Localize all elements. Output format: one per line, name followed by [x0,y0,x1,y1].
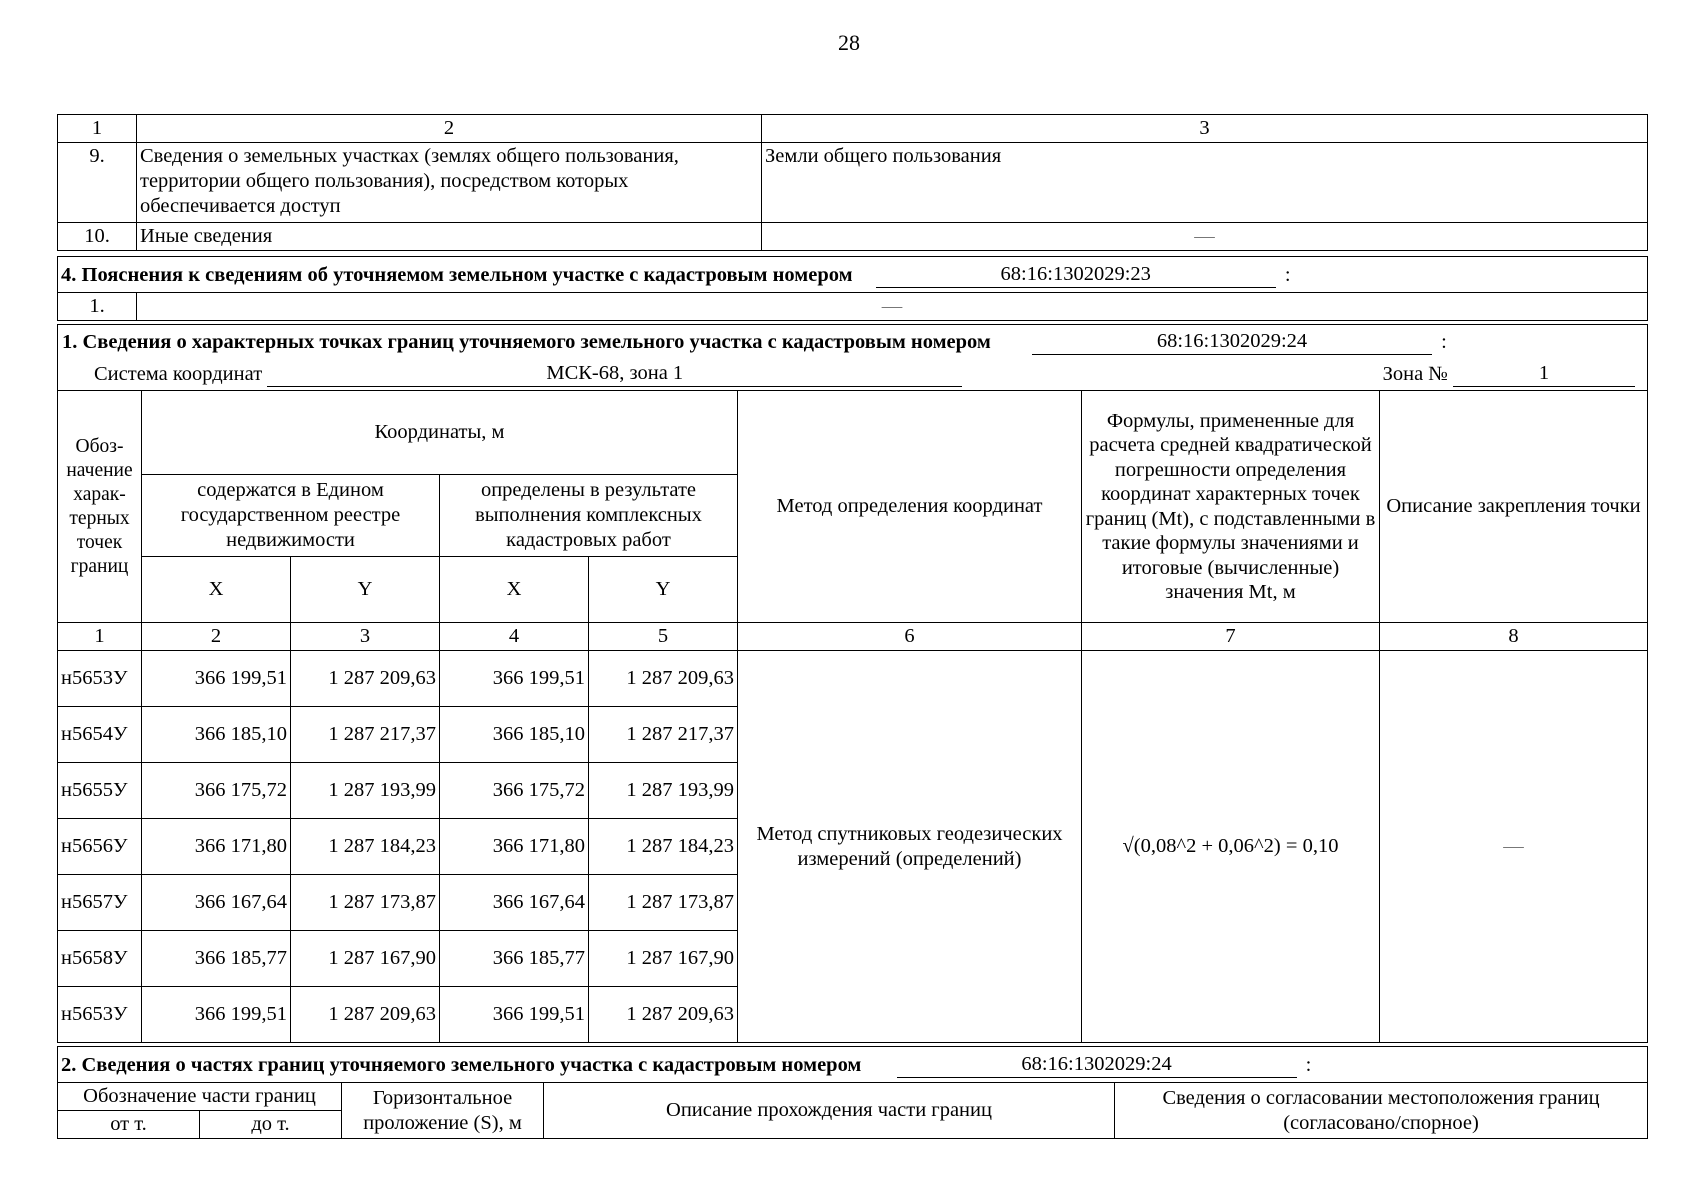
row-9-value: Земли общего пользования [762,143,1648,223]
section1-suffix: : [1441,331,1447,353]
determined-header: определены в результате выполнения комплексных кадастровых работ [440,475,738,557]
col-number-4: 4 [440,623,589,651]
point-y2: 1 287 209,63 [589,651,738,707]
method-header: Метод определения координат [738,391,1082,623]
point-y2: 1 287 193,99 [589,763,738,819]
point-x1: 366 185,77 [142,931,291,987]
point-x1: 366 199,51 [142,987,291,1043]
point-x2: 366 185,10 [440,707,589,763]
formulas-header: Формулы, примененные для расчета средней квадратической погрешности определения координат характерных точек границ (Mt), с подставленными в такие формулы значениями и итоговые (вычисленные) значения Mt, м [1082,391,1380,623]
coord-system-label: Система координат [94,363,263,385]
point-y2: 1 287 167,90 [589,931,738,987]
section2-suffix: : [1305,1053,1312,1076]
col-number-8: 8 [1380,623,1648,651]
section2-title: 2. Сведения о частях границ уточняемого земельного участка с кадастровым номером [61,1053,862,1076]
section2-title-cell [58,1047,1648,1083]
point-x2: 366 199,51 [440,651,589,707]
point-name: н5656У [58,819,142,875]
x2-header: X [440,557,589,623]
point-y2: 1 287 217,37 [589,707,738,763]
point-name: н5653У [58,987,142,1043]
point-name: н5658У [58,931,142,987]
col-number-3: 3 [291,623,440,651]
table-row [58,651,1648,707]
point-name: н5657У [58,875,142,931]
point-x2: 366 167,64 [440,875,589,931]
section4-table [57,256,1648,321]
point-y2: 1 287 209,63 [589,987,738,1043]
point-name: н5654У [58,707,142,763]
point-y1: 1 287 184,23 [291,819,440,875]
horizontal-header: Горизонтальное проложение (S), м [342,1083,544,1139]
x1-header: X [142,557,291,623]
section1-table [57,324,1648,1043]
point-y1: 1 287 209,63 [291,651,440,707]
document-form [57,114,1647,1139]
section1-header-cell [58,325,1648,391]
zone-label: Зона № [1382,363,1448,385]
to-header: до т. [200,1111,342,1139]
point-x2: 366 185,77 [440,931,589,987]
col-header-3: 3 [762,115,1648,143]
point-y1: 1 287 167,90 [291,931,440,987]
col-header-1: 1 [58,115,137,143]
section4-title-cell [58,257,1648,293]
section4-title: 4. Пояснения к сведениям об уточняемом земельном участке с кадастровым номером [61,263,853,286]
from-header: от т. [58,1111,200,1139]
zone-value: 1 [1453,361,1635,387]
description-header: Описание закрепления точки [1380,391,1648,623]
section1-cadastral: 68:16:1302029:24 [1032,329,1432,355]
point-x1: 366 175,72 [142,763,291,819]
row-10-number: 10. [58,223,137,251]
section1-title: 1. Сведения о характерных точках границ уточняемого земельного участка с кадастровым номером [62,331,991,353]
egrn-header: содержатся в Едином государственном реестре недвижимости [142,475,440,557]
coords-header: Координаты, м [142,391,738,475]
coord-system-value: МСК-68, зона 1 [267,361,962,387]
point-y1: 1 287 193,99 [291,763,440,819]
row-9-number: 9. [58,143,137,223]
point-x2: 366 171,80 [440,819,589,875]
part-label-header: Обозначение части границ [58,1083,342,1111]
point-name: н5653У [58,651,142,707]
agreement-header: Сведения о согласовании местоположения границ (согласовано/спорное) [1115,1083,1648,1139]
point-x1: 366 185,10 [142,707,291,763]
point-y1: 1 287 209,63 [291,987,440,1043]
point-y1: 1 287 217,37 [291,707,440,763]
col-number-6: 6 [738,623,1082,651]
section2-table [57,1046,1648,1139]
point-name: н5655У [58,763,142,819]
point-y1: 1 287 173,87 [291,875,440,931]
point-x1: 366 171,80 [142,819,291,875]
page-number: 28 [838,30,860,55]
point-x1: 366 167,64 [142,875,291,931]
row-10-value: — [762,223,1648,251]
col-number-5: 5 [589,623,738,651]
section4-row-value: — [137,293,1648,321]
description-value: — [1380,651,1648,1043]
col-number-2: 2 [142,623,291,651]
y2-header: Y [589,557,738,623]
row-10-label: Иные сведения [137,223,762,251]
point-x2: 366 175,72 [440,763,589,819]
method-value: Метод спутниковых геодезических измерений (определений) [738,651,1082,1043]
col-number-7: 7 [1082,623,1380,651]
section4-cadastral: 68:16:1302029:23 [876,262,1276,288]
y1-header: Y [291,557,440,623]
point-x1: 366 199,51 [142,651,291,707]
point-y2: 1 287 173,87 [589,875,738,931]
top-table [57,114,1648,251]
col-header-2: 2 [137,115,762,143]
row-9-label: Сведения о земельных участках (землях общего пользования, территории общего пользования), посредством которых обеспечивается доступ [137,143,762,223]
designation-header: Обоз-начение харак-терных точек границ [58,391,142,623]
point-x2: 366 199,51 [440,987,589,1043]
section4-suffix: : [1284,263,1291,286]
point-y2: 1 287 184,23 [589,819,738,875]
col-number-1: 1 [58,623,142,651]
pass-desc-header: Описание прохождения части границ [544,1083,1115,1139]
section4-row-number: 1. [58,293,137,321]
formula-value: √(0,08^2 + 0,06^2) = 0,10 [1082,651,1380,1043]
section2-cadastral: 68:16:1302029:24 [897,1052,1297,1078]
